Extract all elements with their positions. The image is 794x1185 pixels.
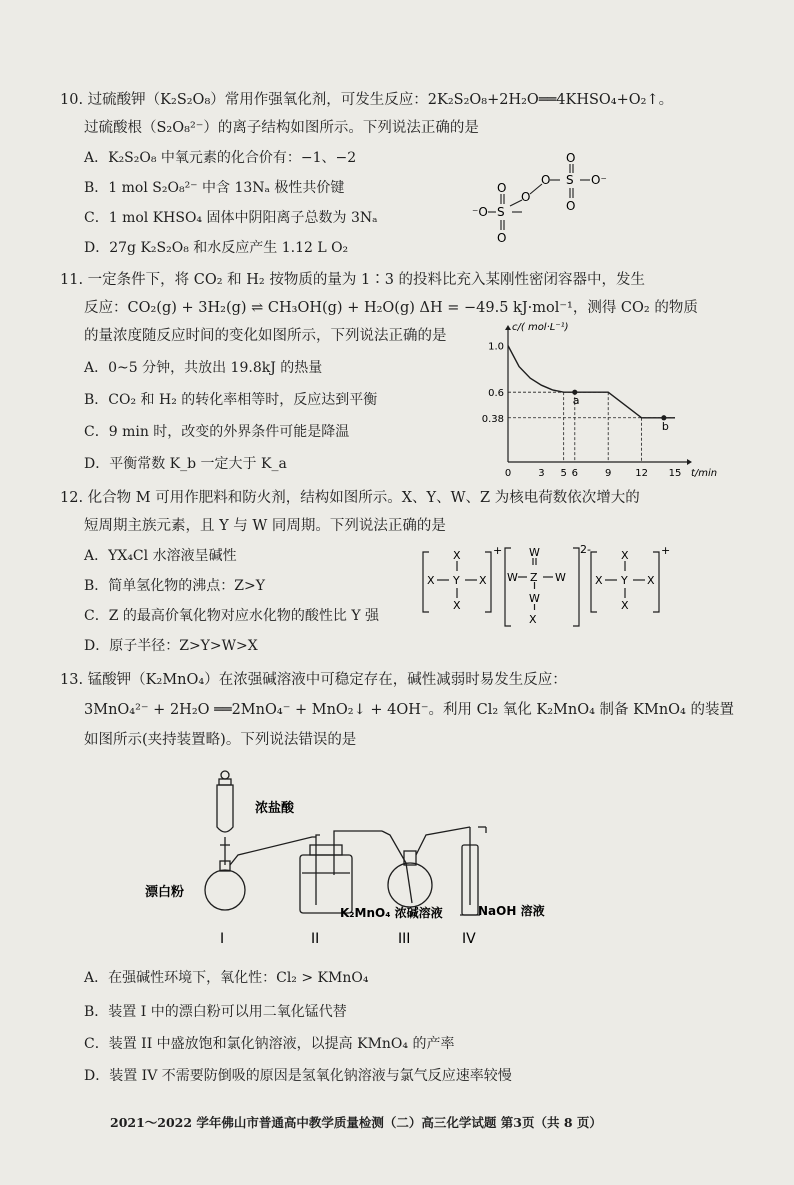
- q12-stem-line2: 短周期主族元素，且 Y 与 W 同周期。下列说法正确的是: [84, 518, 446, 534]
- numeral-iv: IV: [462, 931, 476, 947]
- x-axis-arrow: [687, 459, 692, 465]
- persulfate-structure-diagram: [460, 150, 630, 250]
- x-tick-label: 6: [571, 468, 578, 479]
- svg-text:W: W: [529, 592, 540, 605]
- q12-option-d: D．原子半径：Z>Y>W>X: [84, 638, 258, 654]
- page-footer: 2021～2022 学年佛山市普通高中教学质量检测（二）高三化学试题 第3页（共 8 页）: [110, 1115, 602, 1130]
- q11-option-c: C．9 min 时，改变的外界条件可能是降温: [84, 424, 350, 440]
- q13-stem-line2: 3MnO₄²⁻ + 2H₂O ══2MnO₄⁻ + MnO₂↓ + 4OH⁻。利用 Cl₂ 氧化 K₂MnO₄ 制备 KMnO₄ 的装置: [84, 702, 734, 718]
- y-axis-arrow: [505, 325, 511, 330]
- svg-text:X: X: [621, 599, 629, 612]
- x-tick-label: 15: [668, 468, 682, 479]
- q12-option-c: C．Z 的最高价氧化物对应水化物的酸性比 Y 强: [84, 608, 380, 624]
- x-tick-label: 12: [635, 468, 648, 479]
- svg-text:X: X: [595, 574, 603, 587]
- q12-option-a: A．YX₄Cl 水溶液呈碱性: [84, 548, 237, 564]
- q12-option-b: B．简单氢化物的沸点：Z>Y: [84, 578, 265, 594]
- struct-o-bridge1: O: [521, 190, 531, 204]
- x-tick-label: 5: [560, 468, 567, 479]
- concentration-line: [508, 346, 675, 418]
- x-axis-label: t/min: [691, 468, 718, 479]
- svg-text:+: +: [661, 544, 671, 557]
- struct-minus-o-left: ⁻O: [472, 205, 488, 219]
- svg-text:W: W: [555, 571, 566, 584]
- q13-option-d: D．装置 IV 不需要防倒吸的原因是氢氧化钠溶液与氯气反应速率较慢: [84, 1068, 512, 1084]
- q11-option-b: B．CO₂ 和 H₂ 的转化率相等时，反应达到平衡: [84, 392, 378, 408]
- label-k2mno4: K₂MnO₄ 浓碱溶液: [340, 906, 443, 920]
- struct-o-bottom-left: O: [497, 231, 507, 245]
- point-label-b: b: [661, 419, 669, 433]
- y-tick-label: 1.0: [488, 341, 504, 353]
- svg-text:X: X: [453, 599, 461, 612]
- struct-o-top-left: O: [497, 181, 507, 195]
- numeral-ii: II: [311, 931, 320, 947]
- label-naoh: NaOH 溶液: [478, 904, 545, 918]
- q10-stem-line1: 10. 过硫酸钾（K₂S₂O₈）常用作强氧化剂，可发生反应：2K₂S₂O₈+2H₂O══4KHSO₄+O₂↑。: [60, 92, 674, 108]
- label-conc-hcl: 浓盐酸: [255, 801, 295, 816]
- q10-option-b: B．1 mol S₂O₈²⁻ 中含 13Nₐ 极性共价键: [84, 180, 345, 196]
- struct-o-bottom-right: O: [566, 199, 576, 213]
- y-axis-label: c/( mol·L⁻¹): [512, 322, 569, 333]
- struct-o-minus-right: O⁻: [591, 173, 607, 187]
- q13-stem-line1: 13. 锰酸钾（K₂MnO₄）在浓强碱溶液中可稳定存在，碱性减弱时易发生反应：: [60, 672, 567, 688]
- svg-text:W: W: [529, 546, 540, 559]
- q13-stem-line3: 如图所示(夹持装置略)。下列说法错误的是: [84, 732, 357, 748]
- x-tick-label: 0: [504, 468, 512, 479]
- svg-text:X: X: [621, 549, 629, 562]
- svg-text:X: X: [647, 574, 655, 587]
- svg-text:Y: Y: [453, 574, 460, 587]
- svg-text:Y: Y: [621, 574, 628, 587]
- svg-text:X: X: [479, 574, 487, 587]
- struct-o-bridge2: O: [541, 173, 551, 187]
- q10-option-a: A．K₂S₂O₈ 中氧元素的化合价有：−1、−2: [84, 150, 357, 166]
- q10-stem-line2: 过硫酸根（S₂O₈²⁻）的离子结构如图所示。下列说法正确的是: [84, 120, 479, 136]
- q13-option-b: B．装置 I 中的漂白粉可以用二氧化锰代替: [84, 1004, 347, 1020]
- label-bleach: 漂白粉: [145, 885, 185, 900]
- q11-stem-line3: 的量浓度随反应时间的变化如图所示，下列说法正确的是: [84, 328, 447, 344]
- svg-text:2-: 2-: [580, 543, 591, 556]
- q11-option-a: A．0~5 分钟，共放出 19.8kJ 的热量: [84, 360, 323, 376]
- q11-stem-line2: 反应：CO₂(g) + 3H₂(g) ⇌ CH₃OH(g) + H₂O(g) ΔH = −49.5 kJ·mol⁻¹，测得 CO₂ 的物质: [84, 300, 698, 316]
- q11-stem-line1: 11. 一定条件下，将 CO₂ 和 H₂ 按物质的量为 1∶3 的投料比充入某刚性密闭容器中，发生: [60, 272, 646, 288]
- svg-text:X: X: [529, 613, 537, 626]
- struct-o-top-right: O: [566, 151, 576, 165]
- svg-text:+: +: [493, 544, 503, 557]
- q13-option-c: C．装置 II 中盛放饱和氯化钠溶液，以提高 KMnO₄ 的产率: [84, 1036, 455, 1052]
- q10-option-c: C．1 mol KHSO₄ 固体中阴阳离子总数为 3Nₐ: [84, 210, 378, 226]
- q13-option-a: A．在强碱性环境下，氧化性：Cl₂ > KMnO₄: [84, 970, 369, 986]
- x-tick-label: 3: [538, 468, 545, 479]
- svg-text:X: X: [427, 574, 435, 587]
- q12-stem-line1: 12. 化合物 M 可用作肥料和防火剂，结构如图所示。X、Y、W、Z 为核电荷数依次增大的: [60, 490, 640, 506]
- svg-text:W: W: [507, 571, 518, 584]
- y-tick-label: 0.6: [488, 388, 504, 400]
- svg-text:X: X: [453, 549, 461, 562]
- point-label-a: a: [572, 394, 580, 408]
- apparatus-diagram: [140, 765, 545, 955]
- concentration-time-chart: [470, 322, 718, 482]
- q10-option-d: D．27g K₂S₂O₈ 和水反应产生 1.12 L O₂: [84, 240, 349, 256]
- struct-s-right: S: [566, 173, 574, 187]
- numeral-iii: III: [398, 931, 411, 947]
- y-tick-label: 0.38: [481, 413, 504, 425]
- svg-text:Z: Z: [530, 571, 538, 584]
- struct-s-left: S: [497, 205, 505, 219]
- compound-m-structure: [415, 543, 675, 630]
- q11-option-d: D．平衡常数 K_b 一定大于 K_a: [84, 456, 287, 472]
- x-tick-label: 9: [605, 468, 612, 479]
- numeral-i: I: [220, 931, 225, 947]
